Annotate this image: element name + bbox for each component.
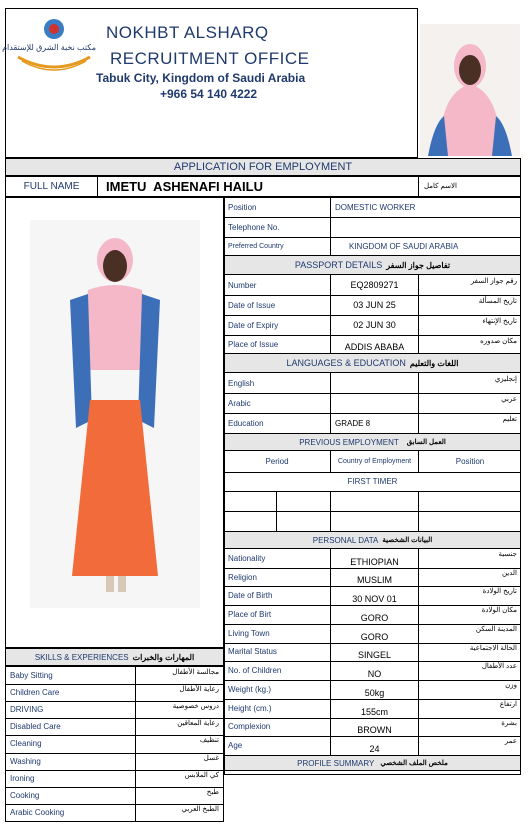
languages-header bbox=[224, 353, 521, 373]
company-logo bbox=[2, 15, 96, 77]
basic-info bbox=[224, 197, 521, 255]
personal-label: Age bbox=[224, 736, 331, 755]
telephone-label: Telephone No. bbox=[224, 217, 331, 237]
personal-row bbox=[224, 549, 521, 569]
profile-summary-title: PROFILE SUMMARY bbox=[297, 758, 375, 768]
personal-row bbox=[224, 680, 521, 700]
personal-row bbox=[224, 586, 521, 606]
personal-arabic: جنسية bbox=[498, 551, 517, 558]
personal-row bbox=[224, 643, 521, 663]
skill-row bbox=[6, 718, 223, 736]
portrait-photo-full bbox=[30, 220, 200, 608]
personal-value: MUSLIM bbox=[331, 568, 419, 587]
full-name-arabic: الاسم كامل bbox=[424, 183, 457, 190]
skill-arabic: تنظيف bbox=[199, 737, 219, 745]
language-row bbox=[224, 393, 521, 414]
personal-row bbox=[224, 699, 521, 719]
skill-row bbox=[6, 667, 223, 685]
company-phone: +966 54 140 4222 bbox=[160, 87, 258, 101]
passport-row bbox=[224, 315, 521, 336]
personal-value: 155cm bbox=[331, 699, 419, 718]
logo-text: مكتب نخبة الشرق للإستقدام bbox=[2, 43, 96, 52]
education-label: Education bbox=[224, 413, 331, 433]
place-of-issue-value: ADDIS ABABA bbox=[331, 335, 419, 353]
portrait-photo-small bbox=[420, 24, 520, 156]
skill-arabic: رعاية الأطفال bbox=[179, 686, 219, 694]
personal-row bbox=[224, 568, 521, 588]
skill-label: Cooking bbox=[6, 787, 136, 804]
country-label: Preferred Country bbox=[224, 237, 331, 255]
personal-label: Religion bbox=[224, 568, 331, 587]
skill-row bbox=[6, 684, 223, 702]
personal-label: Complexion bbox=[224, 718, 331, 737]
personal-arabic: المدينة السكن bbox=[475, 625, 517, 633]
employment-note-row bbox=[224, 472, 521, 492]
date-of-issue-ar: تاريخ المسألة bbox=[478, 298, 517, 305]
skill-row bbox=[6, 804, 223, 821]
date-of-expiry-label: Date of Expiry bbox=[224, 315, 331, 335]
arabic-value bbox=[331, 393, 419, 413]
passport-header bbox=[224, 255, 521, 275]
skill-arabic: مجالسة الأطفال bbox=[172, 669, 219, 676]
full-name-label-cell bbox=[6, 177, 98, 196]
personal-title: PERSONAL DATA bbox=[312, 535, 379, 545]
skill-row bbox=[6, 735, 223, 753]
personal-label: Date of Birth bbox=[224, 586, 331, 605]
skills-title-ar: المهارات والخبرات bbox=[132, 652, 195, 662]
employment-empty-row bbox=[224, 511, 521, 531]
full-name-value: IMETU ASHENAFI HAILU bbox=[106, 179, 263, 194]
employment-empty-row bbox=[224, 491, 521, 512]
full-name-row bbox=[5, 176, 521, 197]
personal-value: 50kg bbox=[331, 680, 419, 699]
personal-arabic: وزن bbox=[505, 682, 517, 690]
company-city: Tabuk City, Kingdom of Saudi Arabia bbox=[96, 71, 306, 85]
info-row-country bbox=[224, 237, 521, 255]
personal-arabic: تاريخ الولادة bbox=[482, 588, 517, 596]
header bbox=[2, 8, 418, 158]
skill-row bbox=[6, 701, 223, 719]
col-country: Country of Employment bbox=[331, 451, 419, 472]
skill-label: Ironing bbox=[6, 770, 136, 787]
info-row-position bbox=[224, 197, 521, 218]
passport-row bbox=[224, 295, 521, 316]
passport-rows bbox=[224, 275, 521, 353]
personal-value: NO bbox=[331, 661, 419, 680]
skill-label: Children Care bbox=[6, 684, 136, 701]
passport-row bbox=[224, 335, 521, 353]
personal-label: Weight (kg.) bbox=[224, 680, 331, 699]
form-title-bar bbox=[5, 158, 521, 176]
skill-row bbox=[6, 787, 223, 805]
personal-value: GORO bbox=[331, 605, 419, 624]
personal-label: No. of Children bbox=[224, 661, 331, 680]
arabic-label: Arabic bbox=[224, 393, 331, 413]
skill-label: Washing bbox=[6, 753, 136, 770]
skill-arabic: الطبخ العربي bbox=[181, 805, 219, 813]
personal-value: 24 bbox=[331, 736, 419, 755]
photo-panel bbox=[5, 197, 224, 648]
arabic-ar: عربي bbox=[501, 396, 517, 403]
skill-label: Arabic Cooking bbox=[6, 804, 136, 821]
company-subtitle: RECRUITMENT OFFICE bbox=[110, 49, 310, 68]
personal-arabic: الدين bbox=[501, 569, 517, 577]
personal-arabic: عدد الأطفال bbox=[481, 663, 517, 671]
language-row bbox=[224, 373, 521, 394]
skill-arabic: طبخ bbox=[206, 788, 219, 796]
personal-row bbox=[224, 624, 521, 644]
skill-row bbox=[6, 753, 223, 771]
education-value: GRADE 8 bbox=[331, 413, 419, 433]
personal-arabic: ارتفاع bbox=[499, 700, 517, 708]
personal-label: Living Town bbox=[224, 624, 331, 643]
skill-label: Disabled Care bbox=[6, 718, 136, 735]
employment-columns bbox=[224, 451, 521, 473]
employment-table bbox=[224, 451, 521, 531]
english-ar: إنجليزي bbox=[494, 376, 517, 383]
employment-note: FIRST TIMER bbox=[347, 477, 398, 486]
divider bbox=[418, 177, 419, 196]
personal-value: 30 NOV 01 bbox=[331, 586, 419, 605]
personal-arabic: مكان الولادة bbox=[481, 607, 517, 615]
company-name: NOKHBT ALSHARQ bbox=[106, 23, 269, 42]
personal-arabic: الحالة الاجتماعية bbox=[469, 644, 517, 652]
date-of-issue-value: 03 JUN 25 bbox=[331, 295, 419, 315]
position-value: DOMESTIC WORKER bbox=[335, 202, 416, 212]
skill-arabic: غسل bbox=[203, 754, 219, 762]
form-title: APPLICATION FOR EMPLOYMENT bbox=[173, 161, 353, 173]
personal-value: GORO bbox=[331, 624, 419, 643]
skill-arabic: دروس خصوصية bbox=[172, 703, 219, 711]
personal-value: BROWN bbox=[331, 718, 419, 737]
full-name-label: FULL NAME bbox=[23, 181, 80, 192]
skills-table bbox=[5, 666, 224, 822]
personal-rows bbox=[224, 549, 521, 755]
personal-row bbox=[224, 605, 521, 625]
skill-arabic: كي الملابس bbox=[184, 771, 219, 779]
date-of-expiry-ar: تاريخ الإنتهاء bbox=[482, 318, 517, 325]
info-row-telephone bbox=[224, 217, 521, 238]
personal-value: ETHIOPIAN bbox=[331, 549, 419, 568]
personal-row bbox=[224, 661, 521, 681]
languages-title: LANGUAGES & EDUCATION bbox=[286, 358, 406, 368]
english-value bbox=[331, 373, 419, 393]
col-period: Period bbox=[224, 451, 331, 472]
date-of-expiry-value: 02 JUN 30 bbox=[331, 315, 419, 335]
personal-row bbox=[224, 718, 521, 738]
languages-rows bbox=[224, 373, 521, 433]
personal-label: Place of Birt bbox=[224, 605, 331, 624]
date-of-issue-label: Date of Issue bbox=[224, 295, 331, 315]
personal-title-ar: البيانات الشخصية bbox=[382, 537, 433, 544]
skills-header bbox=[5, 648, 224, 666]
personal-value: SINGEL bbox=[331, 643, 419, 662]
personal-arabic: عمر bbox=[504, 738, 517, 746]
place-of-issue-label: Place of Issue bbox=[224, 335, 331, 353]
skills-title: SKILLS & EXPERIENCES bbox=[34, 652, 129, 662]
language-row bbox=[224, 413, 521, 433]
education-ar: تعليم bbox=[502, 416, 517, 423]
skill-arabic: رعاية المعاقين bbox=[177, 720, 219, 728]
employment-title: PREVIOUS EMPLOYMENT bbox=[299, 437, 399, 447]
passport-row bbox=[224, 275, 521, 296]
employment-header bbox=[224, 433, 521, 451]
passport-title-ar: تفاصيل جواز السفر bbox=[386, 260, 451, 270]
personal-row bbox=[224, 736, 521, 755]
employment-title-ar: العمل السابق bbox=[406, 439, 446, 446]
personal-label: Height (cm.) bbox=[224, 699, 331, 718]
passport-number-label: Number bbox=[224, 275, 331, 295]
english-label: English bbox=[224, 373, 331, 393]
personal-label: Marital Status bbox=[224, 643, 331, 662]
passport-number-ar: رقم جواز السفر bbox=[470, 278, 517, 285]
telephone-value bbox=[331, 217, 521, 237]
personal-label: Nationality bbox=[224, 549, 331, 568]
position-label: Position bbox=[224, 197, 331, 217]
personal-header bbox=[224, 531, 521, 549]
skill-label: Baby Sitting bbox=[6, 667, 136, 684]
passport-title: PASSPORT DETAILS bbox=[294, 260, 383, 270]
profile-summary-title-ar: ملخص الملف الشخصي bbox=[380, 760, 448, 767]
passport-number-value: EQ2809271 bbox=[331, 275, 419, 295]
col-position: Position bbox=[455, 457, 485, 466]
place-of-issue-ar: مكان صدوره bbox=[480, 338, 517, 345]
skill-label: DRIVING bbox=[6, 701, 136, 718]
skill-label: Cleaning bbox=[6, 735, 136, 752]
profile-summary-header bbox=[224, 755, 521, 771]
languages-title-ar: اللغات والتعليم bbox=[409, 358, 459, 368]
personal-arabic: بشرة bbox=[501, 719, 517, 727]
skill-row bbox=[6, 770, 223, 788]
country-value: KINGDOM OF SAUDI ARABIA bbox=[349, 241, 459, 251]
